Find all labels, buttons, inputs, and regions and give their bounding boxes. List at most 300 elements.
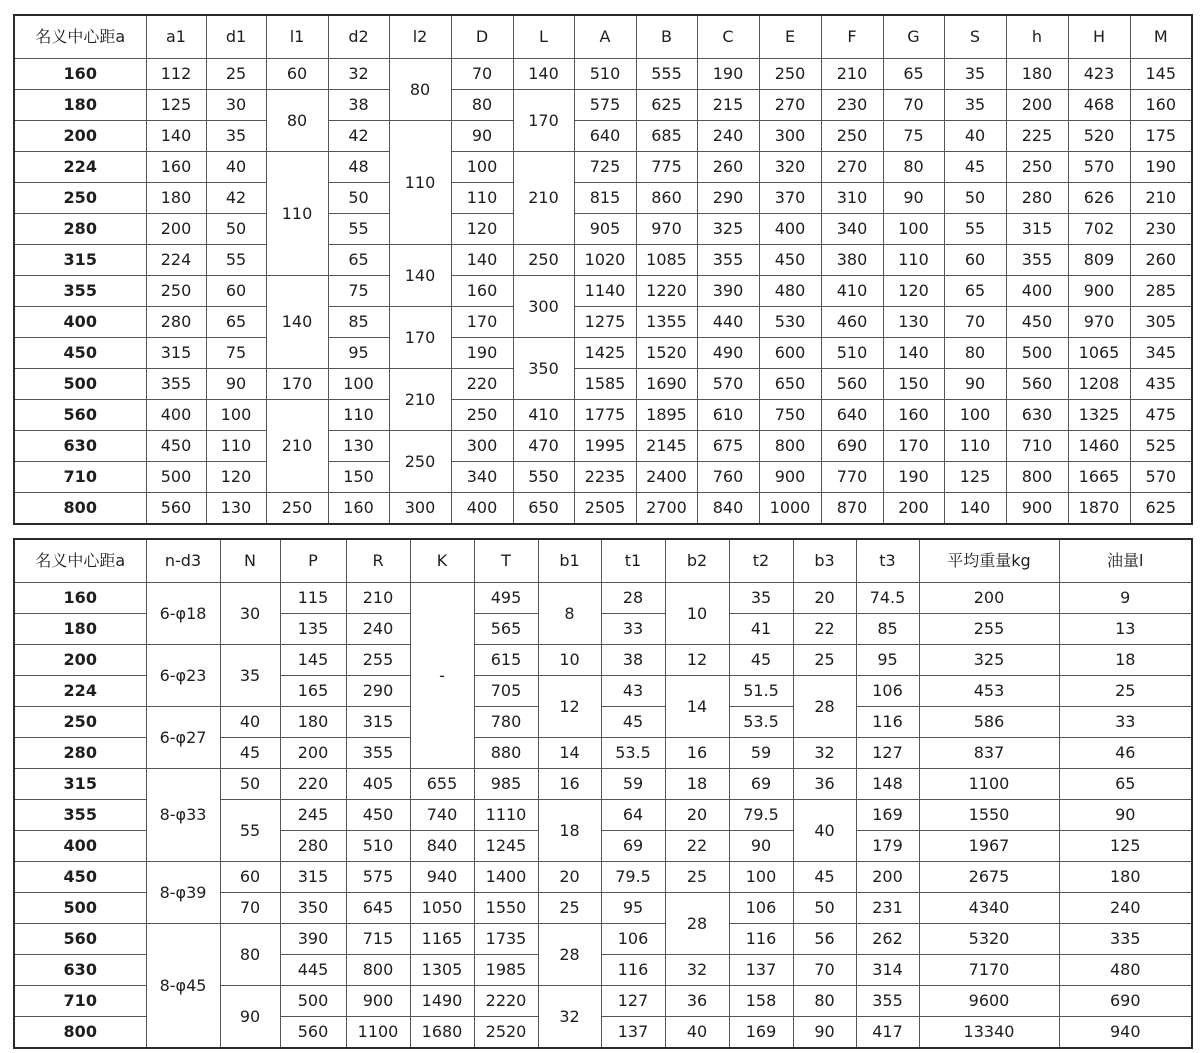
table-cell: 355 <box>856 986 919 1017</box>
table-row <box>14 493 1192 525</box>
table-cell: 200 <box>883 493 944 525</box>
table-cell: 800 <box>346 955 410 986</box>
table-row <box>14 707 1192 738</box>
table-cell: 840 <box>410 831 474 862</box>
table-cell: 8 <box>538 583 601 645</box>
table-cell: 200 <box>919 583 1059 614</box>
table-cell: 90 <box>944 369 1006 400</box>
table-cell: 74.5 <box>856 583 919 614</box>
table-cell: 100 <box>206 400 266 431</box>
table-cell: 13 <box>1059 614 1192 645</box>
table-cell: 224 <box>14 676 146 707</box>
table-cell: 116 <box>856 707 919 738</box>
table-cell: 530 <box>759 307 821 338</box>
table-cell: 200 <box>280 738 346 769</box>
table-cell: 125 <box>146 90 206 121</box>
header-cell: d1 <box>206 15 266 59</box>
table-cell: 25 <box>538 893 601 924</box>
table-cell: 250 <box>821 121 883 152</box>
table-cell: 20 <box>538 862 601 893</box>
table-cell: 645 <box>346 893 410 924</box>
table-cell: 231 <box>856 893 919 924</box>
table-cell: 423 <box>1068 59 1130 90</box>
table-cell: 75 <box>883 121 944 152</box>
table-cell: 125 <box>944 462 1006 493</box>
table-cell: 300 <box>451 431 513 462</box>
table-cell: 42 <box>328 121 389 152</box>
table-cell: 250 <box>389 431 451 493</box>
table-cell: 710 <box>14 986 146 1017</box>
table-cell: 555 <box>636 59 697 90</box>
table-cell: 800 <box>1006 462 1068 493</box>
table-cell: 305 <box>1130 307 1192 338</box>
table-cell: 837 <box>919 738 1059 769</box>
table-cell: 100 <box>729 862 793 893</box>
header-cell: n-d3 <box>146 539 220 583</box>
table-cell: 1775 <box>574 400 636 431</box>
table-cell: 85 <box>328 307 389 338</box>
table-cell: 345 <box>1130 338 1192 369</box>
table-cell: 210 <box>1130 183 1192 214</box>
table-cell: 690 <box>821 431 883 462</box>
table-cell: 179 <box>856 831 919 862</box>
table-cell: 410 <box>821 276 883 307</box>
table-cell: 230 <box>1130 214 1192 245</box>
table-cell: 860 <box>636 183 697 214</box>
table-cell: 36 <box>665 986 729 1017</box>
table-cell: 435 <box>1130 369 1192 400</box>
table-cell: 6-φ23 <box>146 645 220 707</box>
table-cell: 22 <box>793 614 856 645</box>
table-cell: 460 <box>821 307 883 338</box>
table-cell: 125 <box>1059 831 1192 862</box>
table-cell: 7170 <box>919 955 1059 986</box>
table-cell: 1110 <box>474 800 538 831</box>
table-cell: 80 <box>389 59 451 121</box>
table-cell: 355 <box>697 245 759 276</box>
table-cell: 100 <box>328 369 389 400</box>
header-cell: d2 <box>328 15 389 59</box>
table-cell: 285 <box>1130 276 1192 307</box>
table-cell: 640 <box>821 400 883 431</box>
table-cell: 180 <box>280 707 346 738</box>
table-cell: 190 <box>883 462 944 493</box>
table-cell: 80 <box>451 90 513 121</box>
table-cell: 900 <box>346 986 410 1017</box>
table-cell: 35 <box>206 121 266 152</box>
table-cell: 53.5 <box>601 738 665 769</box>
table-cell: 1400 <box>474 862 538 893</box>
table-cell: 1355 <box>636 307 697 338</box>
header-cell: N <box>220 539 280 583</box>
table-cell: 80 <box>944 338 1006 369</box>
table-cell: 90 <box>883 183 944 214</box>
header-cell: 平均重量kg <box>919 539 1059 583</box>
table-row <box>14 152 1192 183</box>
table-cell: 110 <box>451 183 513 214</box>
table-cell: 1967 <box>919 831 1059 862</box>
table-header-row <box>14 15 1192 59</box>
table-cell: 626 <box>1068 183 1130 214</box>
table-cell: 245 <box>280 800 346 831</box>
header-cell: R <box>346 539 410 583</box>
table-cell: 1690 <box>636 369 697 400</box>
table-cell: 45 <box>793 862 856 893</box>
table-cell: 25 <box>206 59 266 90</box>
table-cell: 450 <box>346 800 410 831</box>
table-cell: 1550 <box>919 800 1059 831</box>
table-cell: 170 <box>513 90 574 152</box>
table-cell: 1100 <box>346 1017 410 1049</box>
table-cell: 53.5 <box>729 707 793 738</box>
table-cell: 79.5 <box>729 800 793 831</box>
table-cell: 70 <box>944 307 1006 338</box>
table-cell: 140 <box>146 121 206 152</box>
table-cell: 250 <box>1006 152 1068 183</box>
table-cell: 55 <box>328 214 389 245</box>
table-cell: 190 <box>451 338 513 369</box>
table-cell: 840 <box>697 493 759 525</box>
table-cell: 880 <box>474 738 538 769</box>
table-cell: 22 <box>665 831 729 862</box>
table-cell: 55 <box>220 800 280 862</box>
table-cell: 586 <box>919 707 1059 738</box>
table-cell: 127 <box>601 986 665 1017</box>
table-cell: 300 <box>759 121 821 152</box>
header-cell: H <box>1068 15 1130 59</box>
table-cell: 940 <box>410 862 474 893</box>
table-cell: 40 <box>793 800 856 862</box>
table-cell: 35 <box>220 645 280 707</box>
table-cell: 900 <box>759 462 821 493</box>
table-cell: 2145 <box>636 431 697 462</box>
table-cell: 50 <box>793 893 856 924</box>
table-cell: 315 <box>146 338 206 369</box>
table-cell: 480 <box>759 276 821 307</box>
header-cell: 名义中心距a <box>14 15 146 59</box>
table-cell: 75 <box>206 338 266 369</box>
table-cell: 650 <box>759 369 821 400</box>
table-cell: 325 <box>697 214 759 245</box>
table-cell: 500 <box>280 986 346 1017</box>
table-cell: 51.5 <box>729 676 793 707</box>
header-cell: l2 <box>389 15 451 59</box>
table-cell: 230 <box>821 90 883 121</box>
table-cell: 1100 <box>919 769 1059 800</box>
header-cell: b3 <box>793 539 856 583</box>
table-cell: 45 <box>220 738 280 769</box>
table-row <box>14 400 1192 431</box>
table-cell: 70 <box>451 59 513 90</box>
header-cell: h <box>1006 15 1068 59</box>
table-cell: 270 <box>759 90 821 121</box>
table-row <box>14 431 1192 462</box>
table-cell: 560 <box>14 400 146 431</box>
table-cell: 80 <box>793 986 856 1017</box>
table-cell: 760 <box>697 462 759 493</box>
table-cell: 390 <box>697 276 759 307</box>
table-cell: 250 <box>513 245 574 276</box>
table-cell: 315 <box>280 862 346 893</box>
table-cell: 25 <box>1059 676 1192 707</box>
table-cell: 355 <box>346 738 410 769</box>
table-cell: 69 <box>729 769 793 800</box>
table-cell: 815 <box>574 183 636 214</box>
header-cell: P <box>280 539 346 583</box>
header-cell: 名义中心距a <box>14 539 146 583</box>
table-cell: 1550 <box>474 893 538 924</box>
table-cell: 25 <box>665 862 729 893</box>
table-row <box>14 307 1192 338</box>
table-cell: 220 <box>451 369 513 400</box>
table-cell: 200 <box>856 862 919 893</box>
header-cell: S <box>944 15 1006 59</box>
table-cell: 190 <box>697 59 759 90</box>
table-cell: 32 <box>538 986 601 1049</box>
table-cell: 48 <box>328 152 389 183</box>
header-cell: G <box>883 15 944 59</box>
table-cell: 145 <box>280 645 346 676</box>
header-cell: B <box>636 15 697 59</box>
table-cell: 224 <box>14 152 146 183</box>
table-cell: 655 <box>410 769 474 800</box>
table-cell: 280 <box>14 738 146 769</box>
table-cell: 500 <box>1006 338 1068 369</box>
table-cell: 495 <box>474 583 538 614</box>
table-cell: 900 <box>1068 276 1130 307</box>
table-cell: 90 <box>220 986 280 1049</box>
table-cell: 41 <box>729 614 793 645</box>
table-cell: 1245 <box>474 831 538 862</box>
table-cell: 725 <box>574 152 636 183</box>
table-cell: 90 <box>1059 800 1192 831</box>
table-cell: 160 <box>1130 90 1192 121</box>
table-cell: 710 <box>1006 431 1068 462</box>
table-header-row <box>14 539 1192 583</box>
table-cell: 9600 <box>919 986 1059 1017</box>
table-cell: 570 <box>697 369 759 400</box>
table-cell: 970 <box>1068 307 1130 338</box>
table-cell: 65 <box>206 307 266 338</box>
table-cell: 32 <box>328 59 389 90</box>
table-cell: 610 <box>697 400 759 431</box>
table-cell: 28 <box>793 676 856 738</box>
dimension-table-1 <box>13 14 1193 525</box>
table-cell: 200 <box>14 645 146 676</box>
table-cell: 180 <box>1059 862 1192 893</box>
table-cell: 240 <box>1059 893 1192 924</box>
table-cell: 112 <box>146 59 206 90</box>
table-cell: 1165 <box>410 924 474 955</box>
table-cell: 150 <box>883 369 944 400</box>
table-cell: 55 <box>944 214 1006 245</box>
table-row <box>14 462 1192 493</box>
table-cell: 106 <box>601 924 665 955</box>
table-cell: 137 <box>601 1017 665 1049</box>
table-cell: 45 <box>601 707 665 738</box>
table-cell: 560 <box>14 924 146 955</box>
table-cell: 65 <box>883 59 944 90</box>
table-cell: 510 <box>346 831 410 862</box>
table-cell: 160 <box>883 400 944 431</box>
table-cell: 1000 <box>759 493 821 525</box>
table-cell: 450 <box>14 862 146 893</box>
table-cell: 18 <box>538 800 601 862</box>
table-cell: 25 <box>793 645 856 676</box>
table-cell: 110 <box>944 431 1006 462</box>
table-cell: 5320 <box>919 924 1059 955</box>
table-cell: 2400 <box>636 462 697 493</box>
table-cell: 1735 <box>474 924 538 955</box>
table-cell: 290 <box>697 183 759 214</box>
table-cell: - <box>410 583 474 769</box>
table-cell: 985 <box>474 769 538 800</box>
table-cell: 240 <box>346 614 410 645</box>
table-cell: 340 <box>821 214 883 245</box>
table-cell: 224 <box>146 245 206 276</box>
header-cell: K <box>410 539 474 583</box>
table-cell: 35 <box>944 59 1006 90</box>
table-cell: 1985 <box>474 955 538 986</box>
table-cell: 1520 <box>636 338 697 369</box>
table-row <box>14 924 1192 955</box>
table-cell: 9 <box>1059 583 1192 614</box>
table-cell: 453 <box>919 676 1059 707</box>
table-cell: 520 <box>1068 121 1130 152</box>
table-cell: 45 <box>729 645 793 676</box>
table-cell: 560 <box>1006 369 1068 400</box>
table-cell: 140 <box>883 338 944 369</box>
table-cell: 575 <box>346 862 410 893</box>
table-cell: 315 <box>14 769 146 800</box>
table-cell: 2675 <box>919 862 1059 893</box>
table-cell: 6-φ27 <box>146 707 220 769</box>
table-cell: 59 <box>601 769 665 800</box>
table-cell: 625 <box>636 90 697 121</box>
table-cell: 55 <box>206 245 266 276</box>
header-cell: t3 <box>856 539 919 583</box>
table-cell: 28 <box>538 924 601 986</box>
table-cell: 575 <box>574 90 636 121</box>
table-cell: 355 <box>14 800 146 831</box>
table-cell: 190 <box>1130 152 1192 183</box>
table-cell: 33 <box>601 614 665 645</box>
table-cell: 1870 <box>1068 493 1130 525</box>
table-cell: 210 <box>346 583 410 614</box>
table-cell: 50 <box>944 183 1006 214</box>
table-cell: 780 <box>474 707 538 738</box>
table-cell: 350 <box>280 893 346 924</box>
table-cell: 1085 <box>636 245 697 276</box>
table-cell: 170 <box>389 307 451 369</box>
table-cell: 210 <box>513 152 574 245</box>
table-cell: 405 <box>346 769 410 800</box>
table-cell: 450 <box>14 338 146 369</box>
table-cell: 70 <box>883 90 944 121</box>
table-cell: 100 <box>883 214 944 245</box>
header-cell: C <box>697 15 759 59</box>
table-cell: 565 <box>474 614 538 645</box>
table-cell: 210 <box>389 369 451 431</box>
table-cell: 280 <box>146 307 206 338</box>
table-cell: 18 <box>665 769 729 800</box>
table-cell: 50 <box>206 214 266 245</box>
table-cell: 50 <box>328 183 389 214</box>
table-cell: 250 <box>759 59 821 90</box>
table-cell: 1460 <box>1068 431 1130 462</box>
table-cell: 640 <box>574 121 636 152</box>
table-cell: 320 <box>759 152 821 183</box>
table-cell: 715 <box>346 924 410 955</box>
table-row <box>14 338 1192 369</box>
table-cell: 115 <box>280 583 346 614</box>
table-cell: 65 <box>328 245 389 276</box>
table-cell: 500 <box>146 462 206 493</box>
table-cell: 250 <box>14 183 146 214</box>
header-cell: b2 <box>665 539 729 583</box>
table-cell: 350 <box>513 338 574 400</box>
table-cell: 120 <box>206 462 266 493</box>
table-cell: 36 <box>793 769 856 800</box>
table-cell: 18 <box>1059 645 1192 676</box>
table-cell: 615 <box>474 645 538 676</box>
table-cell: 110 <box>206 431 266 462</box>
table-cell: 440 <box>697 307 759 338</box>
table-cell: 180 <box>146 183 206 214</box>
table-cell: 325 <box>919 645 1059 676</box>
table-cell: 262 <box>856 924 919 955</box>
table-cell: 210 <box>821 59 883 90</box>
table-cell: 116 <box>729 924 793 955</box>
table-cell: 32 <box>665 955 729 986</box>
table-cell: 809 <box>1068 245 1130 276</box>
table-cell: 150 <box>328 462 389 493</box>
table-row <box>14 369 1192 400</box>
table-cell: 280 <box>1006 183 1068 214</box>
header-cell: L <box>513 15 574 59</box>
table-cell: 90 <box>793 1017 856 1049</box>
table-cell: 35 <box>729 583 793 614</box>
table-cell: 400 <box>759 214 821 245</box>
header-cell: A <box>574 15 636 59</box>
table-cell: 450 <box>759 245 821 276</box>
table-cell: 250 <box>146 276 206 307</box>
table-cell: 6-φ18 <box>146 583 220 645</box>
table-cell: 1275 <box>574 307 636 338</box>
header-cell: t2 <box>729 539 793 583</box>
table-cell: 4340 <box>919 893 1059 924</box>
table-cell: 110 <box>883 245 944 276</box>
table-cell: 16 <box>665 738 729 769</box>
table-cell: 158 <box>729 986 793 1017</box>
table-cell: 335 <box>1059 924 1192 955</box>
table-cell: 400 <box>14 831 146 862</box>
table-cell: 470 <box>513 431 574 462</box>
table-cell: 110 <box>266 152 328 276</box>
table-cell: 130 <box>206 493 266 525</box>
table-cell: 475 <box>1130 400 1192 431</box>
dimension-table-2 <box>13 538 1193 1049</box>
table-cell: 1220 <box>636 276 697 307</box>
table-cell: 69 <box>601 831 665 862</box>
table-cell: 870 <box>821 493 883 525</box>
table-cell: 90 <box>729 831 793 862</box>
table-cell: 570 <box>1068 152 1130 183</box>
table-cell: 14 <box>538 738 601 769</box>
table-cell: 45 <box>944 152 1006 183</box>
table-cell: 2505 <box>574 493 636 525</box>
table-cell: 116 <box>601 955 665 986</box>
